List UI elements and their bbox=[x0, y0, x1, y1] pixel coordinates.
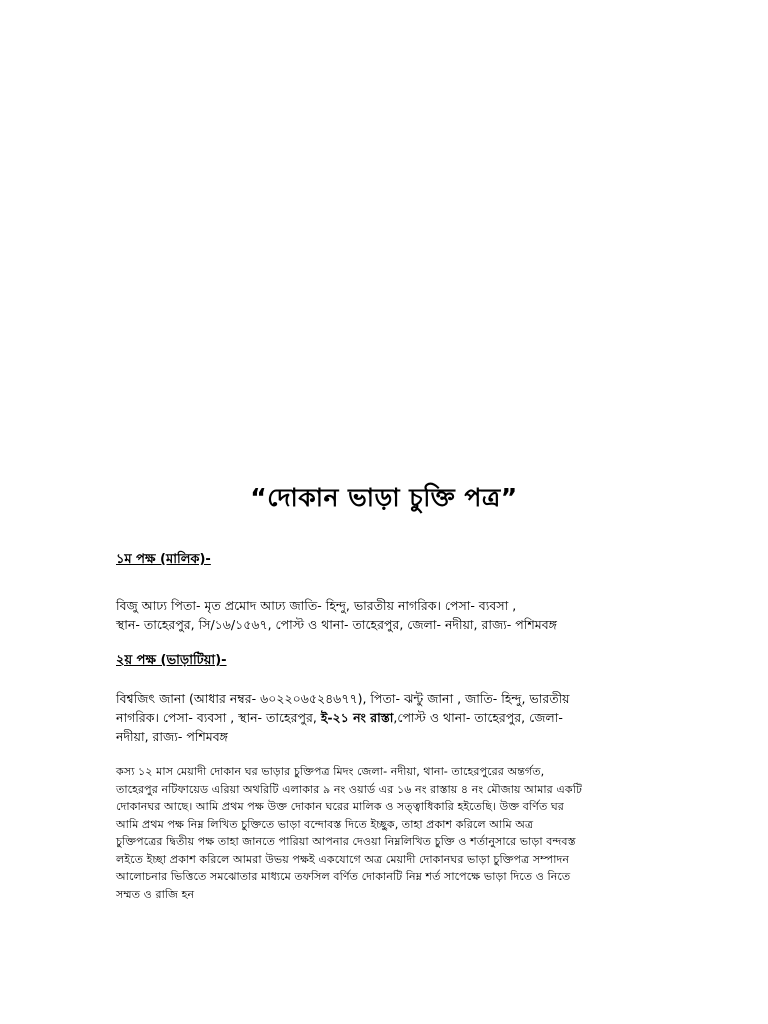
document-title: “দোকান ভাড়া চুক্তি পত্র” bbox=[250, 483, 518, 512]
body-line: দোকানঘর আছে। আমি প্রথম পক্ষ উক্ত দোকান ঘরের মালিক ও সত্ত্বাধিকারি হইতেছি। উক্ত বর্ণিত ঘর bbox=[116, 800, 564, 813]
body-line: তাহেরপুর নটিফায়েড এরিয়া অথরিটি এলাকার ৯ নং ওয়ার্ড এর ১৬ নং রাস্তায় ৪ নং মৌজায় আমার একটি bbox=[116, 782, 582, 796]
party2-heading: ২য় পক্ষ (ভাড়াটিয়া)- bbox=[116, 653, 227, 668]
body-line: চুক্তিপত্রের দ্বিতীয় পক্ষ তাহা জানতে পারিয়া আপনার দেওয়া নিম্নলিখিত চুক্তি ও শর্তানুসারে ভাড়া বন্দবস্ত bbox=[116, 835, 576, 848]
party2-line-text: নাগরিক। পেসা- ব্যবসা , স্থান- তাহেরপুর, bbox=[116, 710, 321, 725]
body-line: কস্য ১২ মাস মেয়াদী দোকান ঘর ভাড়ার চুক্তিপত্র মিদং জেলা- নদীয়া, থানা- তাহেরপুরের অন্তর্গত, bbox=[116, 765, 545, 778]
body-line: আমি প্রথম পক্ষ নিম্ন লিখিত চুক্তিতে ভাড়া বন্দোবস্ত দিতে ইচ্ছুক, তাহা প্রকাশ করিলে আমি অত্র bbox=[116, 817, 534, 831]
party1-line: স্থান- তাহেরপুর, সি/১৬/১৫৬৭, পোস্ট ও থানা- তাহেরপুর, জেলা- নদীয়া, রাজ্য- পশিমবঙ্গ bbox=[116, 617, 557, 632]
party2-details bbox=[116, 689, 652, 746]
party1-line: বিজু আঢ্য পিতা- মৃত প্রমোদ আঢ্য জাতি- হিন্দু, ভারতীয় নাগরিক। পেসা- ব্যবসা , bbox=[116, 598, 517, 613]
body-line: আলোচনার ভিত্তিতে সমঝোতার মাধ্যমে তফসিল বর্ণিত দোকানটি নিম্ন শর্ত সাপেক্ষে ভাড়া দিতে ও নিতে bbox=[116, 870, 571, 883]
party2-road-bold: ই-২১ নং রাস্তা bbox=[320, 710, 394, 725]
party2-line bbox=[116, 708, 652, 727]
party2-line: নদীয়া, রাজ্য- পশিমবঙ্গ bbox=[116, 729, 228, 744]
agreement-body bbox=[116, 763, 652, 903]
body-line: লইতে ইচ্ছা প্রকাশ করিলে আমরা উভয় পক্ষই একযোগে অত্র মেয়াদী দোকানঘর ভাড়া চুক্তিপত্র সম্পাদন bbox=[116, 852, 570, 866]
party2-line-text: ,পোস্ট ও থানা- তাহেরপুর, জেলা- bbox=[393, 710, 563, 725]
party1-details bbox=[116, 596, 652, 634]
body-line: সম্মত ও রাজি হন bbox=[116, 887, 195, 901]
party2-line: বিশ্বজিৎ জানা (আধার নম্বর- ৬০২২০৬৫২৪৬৭৭), পিতা- ঝন্টু জানা , জাতি- হিন্দু, ভারতীয় bbox=[116, 691, 570, 706]
party1-heading: ১ম পক্ষ (মালিক)- bbox=[116, 552, 211, 567]
